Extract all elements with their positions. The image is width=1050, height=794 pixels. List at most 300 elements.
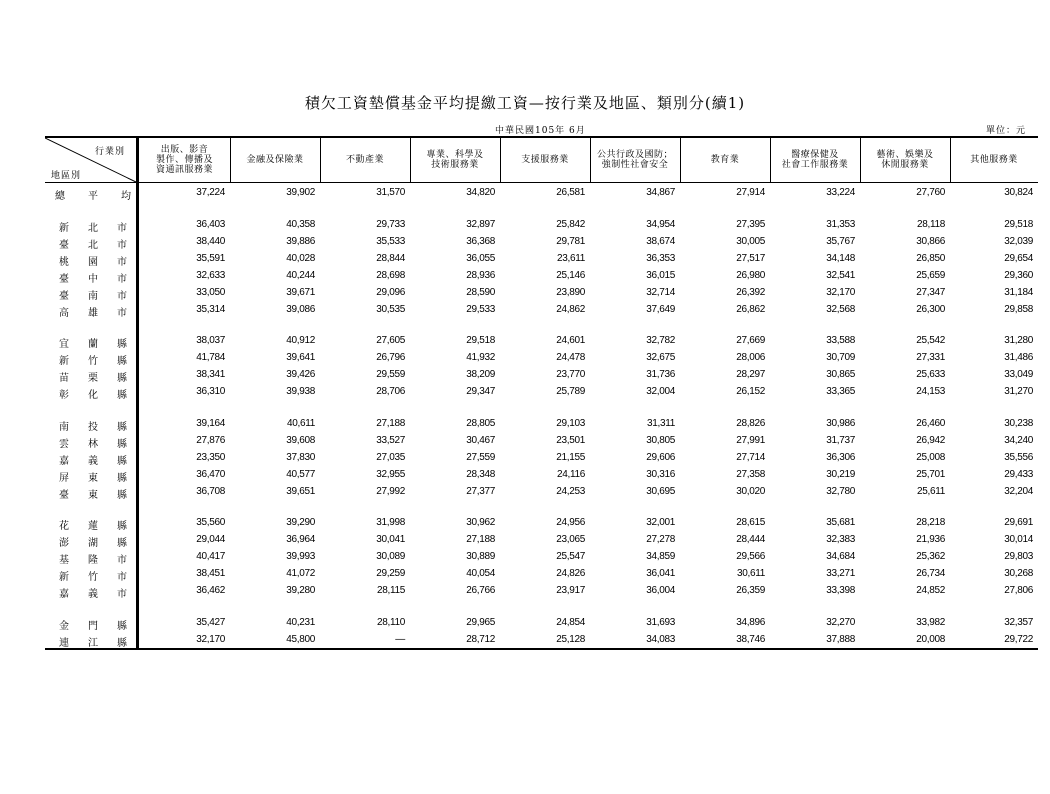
table-cell: 29,733 [376,218,405,230]
table-cell: 29,433 [1004,468,1033,480]
table-cell: 30,709 [826,352,855,363]
table-cell: 36,470 [196,468,225,480]
table-cell: 38,440 [196,235,225,247]
row-label-char: 江 [88,637,98,649]
table-cell: 39,671 [286,286,315,298]
row-label-char: 苗 [59,373,69,384]
row-label [59,486,127,501]
table-cell: 25,842 [556,218,585,230]
table-cell: 24,826 [556,568,585,579]
table-cell: 37,888 [826,633,855,645]
table-cell: 31,311 [646,417,675,429]
row-label-char: 高 [59,307,69,319]
table-cell: 40,028 [286,252,315,264]
table-cell: 33,398 [826,585,855,596]
table-cell: 26,980 [736,269,765,281]
table-cell: 36,353 [646,252,675,264]
table-row [45,583,1038,600]
row-label-char: 縣 [117,390,127,401]
table-cell: 37,830 [286,451,315,463]
table-cell: 30,041 [376,534,405,545]
table-cell: 36,306 [826,451,855,463]
table-cell: 28,297 [736,369,765,380]
table-cell: 33,365 [826,386,855,397]
table-cell: 28,826 [736,417,765,429]
table-cell: 27,669 [736,335,765,346]
table-cell: 26,862 [736,303,765,315]
table-cell: 33,588 [826,335,855,346]
unit-label: 單位：元 [986,126,1027,136]
table-cell: 27,188 [466,534,495,545]
row-label-char: 化 [88,390,98,401]
table-cell: 29,347 [466,386,495,397]
table-row [45,350,1038,367]
table-cell: 28,712 [466,633,495,645]
table-cell: 27,806 [1004,585,1033,596]
row-label-char: 東 [88,489,98,501]
table-cell: 24,601 [556,335,585,346]
row-label-char: 市 [117,589,127,600]
table-row [45,450,1038,467]
table-cell: 28,110 [376,616,405,628]
table-row [45,615,1038,632]
table-cell: 27,760 [916,187,945,198]
table-row [45,632,1038,649]
row-label-char: 屏 [59,472,69,484]
table-cell: 25,128 [556,633,585,645]
table-cell: 32,675 [646,352,675,363]
table-cell: 35,427 [196,616,225,628]
row-label-char: 市 [117,572,127,583]
table-cell: 29,044 [196,534,225,545]
page-title: 積欠工資墊償基金平均提繳工資—按行業及地區、類別分(續1) [304,94,746,112]
row-label-char: 門 [88,620,98,632]
table-cell: 32,714 [646,286,675,298]
table-row [45,532,1038,549]
table-cell: 31,736 [646,369,675,380]
table-cell: 38,341 [196,369,225,380]
table-cell: 21,155 [556,451,585,463]
table-cell: 30,219 [826,468,855,480]
table-cell: 40,231 [286,616,315,628]
table-cell: 27,278 [646,534,675,545]
table-cell: 23,350 [196,451,225,463]
table-cell: 33,271 [826,568,855,579]
table-cell: — [395,633,405,645]
table-cell: 28,118 [916,218,945,230]
table-cell: 25,146 [556,269,585,281]
row-label [59,634,127,649]
table-cell: 26,392 [736,286,765,298]
row-label-char: 隆 [88,555,98,566]
row-label-char: 花 [59,521,69,532]
table-cell: 38,674 [646,235,675,247]
table-cell: 29,858 [1004,303,1033,315]
table-row [45,302,1038,319]
table-cell: 35,556 [1004,451,1033,463]
region-axis-label: 地區別 [51,171,82,181]
table-cell: 29,566 [736,551,765,562]
table-cell: 30,005 [736,235,765,247]
column-header: 其他服務業 [970,155,1018,165]
table-cell: 29,691 [1004,517,1033,528]
table-cell: 30,824 [1004,187,1033,198]
row-label-char: 市 [117,273,127,285]
table-cell: 26,850 [916,252,945,264]
table-cell: 32,170 [826,286,855,298]
row-label-char: 新 [59,222,69,234]
table-cell: 32,357 [1004,616,1033,628]
table-cell: 31,998 [376,517,405,528]
table-cell: 29,259 [376,568,405,579]
row-label-char: 縣 [117,538,127,549]
row-label-char: 縣 [117,339,127,350]
table-cell: 24,253 [556,485,585,497]
table-cell: 32,633 [196,269,225,281]
table-row [45,549,1038,566]
table-cell: 25,659 [916,269,945,281]
table-cell: 30,986 [826,417,855,429]
table-cell: 25,547 [556,551,585,562]
table-cell: 30,014 [1004,534,1033,545]
row-label-char: 縣 [117,373,127,384]
row-label-char: 縣 [117,521,127,532]
table-row [45,515,1038,532]
table-cell: 30,962 [466,517,495,528]
table-cell: 27,714 [736,451,765,463]
table-cell: 39,280 [286,585,315,596]
row-label-char: 雲 [59,438,69,450]
table-cell: 29,722 [1004,633,1033,645]
row-label-char: 縣 [117,620,127,632]
table-cell: 37,224 [196,187,225,198]
table-cell: 20,008 [916,633,945,645]
table-cell: 31,737 [826,434,855,446]
table-cell: 25,789 [556,386,585,397]
row-label-char: 宜 [59,339,69,350]
table-cell: 31,184 [1004,286,1033,298]
table-cell: 30,695 [646,485,675,497]
table-cell: 30,467 [466,434,495,446]
table-cell: 39,938 [286,386,315,397]
row-label-char: 新 [59,572,69,583]
row-label [59,534,127,549]
row-label-char: 澎 [59,538,69,549]
table-cell: 38,451 [196,568,225,579]
row-label [59,551,127,566]
table-cell: 36,015 [646,269,675,281]
row-label [59,452,127,467]
table-row [45,234,1038,251]
table-cell: 32,170 [196,633,225,645]
table-cell: 25,362 [916,551,945,562]
table-cell: 32,568 [826,303,855,315]
table-row [45,268,1038,285]
table-cell: 29,559 [376,369,405,380]
column-header: 醫療保健及 社會工作服務業 [781,150,849,170]
table-cell: 27,517 [736,252,765,264]
row-label [59,369,127,384]
row-label-char: 縣 [117,438,127,450]
table-cell: 29,518 [1004,218,1033,230]
table-cell: 38,037 [196,335,225,346]
row-label [59,304,127,319]
table-cell: 35,560 [196,517,225,528]
table-cell: 32,383 [826,534,855,545]
table-cell: 33,527 [376,434,405,446]
table-cell: 35,591 [196,252,225,264]
table-cell: 39,086 [286,303,315,315]
table-cell: 39,993 [286,551,315,562]
table-cell: 30,268 [1004,568,1033,579]
row-label-char: 義 [88,589,98,600]
row-label-char: 金 [59,620,69,632]
row-label-char: 臺 [59,489,69,501]
row-label [59,617,127,632]
table-cell: 32,955 [376,468,405,480]
table-cell: 27,188 [376,417,405,429]
row-label [59,585,127,600]
table-cell: 31,570 [376,187,405,198]
row-label-char: 新 [59,356,69,367]
table-cell: 41,932 [466,352,495,363]
table-cell: 34,083 [646,633,675,645]
table-cell: 41,784 [196,352,225,363]
table-cell: 29,533 [466,303,495,315]
row-label-char: 桃 [59,256,69,268]
table-row [45,467,1038,484]
table-cell: 34,954 [646,218,675,230]
table-cell: 24,854 [556,616,585,628]
table-cell: 27,347 [916,286,945,298]
table-row [45,185,1038,202]
row-label-char: 林 [88,438,98,450]
row-label-char: 栗 [88,373,98,384]
table-cell: 25,008 [916,451,945,463]
table-cell: 26,300 [916,303,945,315]
table-cell: 34,896 [736,616,765,628]
industry-axis-label: 行業別 [95,147,126,157]
table-cell: 32,001 [646,517,675,528]
table-cell: 31,280 [1004,335,1033,346]
table-cell: 24,956 [556,517,585,528]
table-cell: 23,890 [556,286,585,298]
row-label-char: 蓮 [88,521,98,532]
table-cell: 28,590 [466,286,495,298]
row-label-char: 彰 [59,390,69,401]
table-row [45,285,1038,302]
table-cell: 27,395 [736,218,765,230]
table-cell: 30,889 [466,551,495,562]
table-row [45,484,1038,501]
column-header: 不動產業 [345,155,384,165]
column-header: 公共行政及國防； 強制性社會安全 [596,150,673,170]
table-cell: 41,072 [286,568,315,579]
table-cell: 39,902 [286,187,315,198]
table-row [45,416,1038,433]
row-label-char: 臺 [59,290,69,302]
table-cell: 27,991 [736,434,765,446]
table-cell: 28,936 [466,269,495,281]
table-cell: 25,542 [916,335,945,346]
table-cell: 33,049 [1004,369,1033,380]
table-cell: 37,649 [646,303,675,315]
table-cell: 21,936 [916,534,945,545]
row-label-char: 園 [88,256,98,268]
row-label-char: 雄 [88,307,98,319]
table-cell: 39,886 [286,235,315,247]
row-label [59,253,127,268]
row-label-char: 平 [88,191,98,202]
table-cell: 30,611 [736,568,765,579]
table-cell: 39,641 [286,352,315,363]
table-cell: 40,244 [286,269,315,281]
row-label [59,335,127,350]
table-cell: 29,518 [466,335,495,346]
table-cell: 40,054 [466,568,495,579]
row-label-char: 連 [59,637,69,649]
table-cell: 36,368 [466,235,495,247]
row-label-char: 南 [88,290,98,302]
table-cell: 23,065 [556,534,585,545]
table-cell: 35,767 [826,235,855,247]
table-cell: 29,360 [1004,269,1033,281]
row-label-char: 湖 [88,538,98,549]
table-cell: 32,782 [646,335,675,346]
table-cell: 28,615 [736,517,765,528]
table-cell: 32,204 [1004,485,1033,497]
table-cell: 23,770 [556,369,585,380]
table-cell: 32,039 [1004,235,1033,247]
row-label-char: 嘉 [59,455,69,467]
table-cell: 34,820 [466,187,495,198]
table-cell: 27,914 [736,187,765,198]
row-label-char: 均 [121,191,131,202]
table-cell: 39,164 [196,417,225,429]
table-cell: 34,867 [646,187,675,198]
table-cell: 27,876 [196,434,225,446]
table-cell: 27,992 [376,485,405,497]
row-label-char: 義 [88,455,98,467]
row-label-char: 縣 [117,489,127,501]
table-cell: 28,698 [376,269,405,281]
row-label-char: 市 [117,555,127,566]
table-row [45,384,1038,401]
table-cell: 31,353 [826,218,855,230]
table-cell: 26,460 [916,417,945,429]
row-label-char: 縣 [117,472,127,484]
row-label-char: 南 [59,421,69,433]
table-cell: 33,224 [826,187,855,198]
table-cell: 25,633 [916,369,945,380]
table-cell: 36,403 [196,218,225,230]
row-label [59,352,127,367]
row-label-char: 北 [88,222,98,234]
row-label-char: 中 [88,273,98,285]
table-cell: 26,796 [376,352,405,363]
table-cell: 32,270 [826,616,855,628]
table-cell: 30,238 [1004,417,1033,429]
table-cell: 29,096 [376,286,405,298]
table-row [45,433,1038,450]
table-cell: 27,035 [376,451,405,463]
row-label-char: 縣 [117,356,127,367]
table-cell: 36,310 [196,386,225,397]
row-label-char: 市 [117,290,127,302]
table-cell: 34,684 [826,551,855,562]
column-header: 專業、科學及 技術服務業 [426,150,484,170]
table-cell: 35,533 [376,235,405,247]
table-cell: 27,605 [376,335,405,346]
table-cell: 28,115 [376,585,405,596]
table-cell: 38,209 [466,369,495,380]
table-cell: 29,803 [1004,551,1033,562]
row-label-char: 臺 [59,239,69,251]
table-cell: 36,041 [646,568,675,579]
table-cell: 34,148 [826,252,855,264]
table-cell: 27,331 [916,352,945,363]
table-cell: 28,444 [736,534,765,545]
row-label [59,568,127,583]
table-cell: 28,706 [376,386,405,397]
report-period: 中華民國105年 6月 [495,126,586,136]
table-row [45,367,1038,384]
table-cell: 28,844 [376,252,405,264]
row-label [59,418,127,433]
row-label [59,517,127,532]
table-cell: 25,701 [916,468,945,480]
table-cell: 31,486 [1004,352,1033,363]
header-rule [45,182,1038,183]
row-label-char: 市 [117,256,127,268]
table-cell: 27,358 [736,468,765,480]
table-cell: 24,852 [916,585,945,596]
column-header: 教育業 [710,155,740,165]
row-label [59,386,127,401]
row-label-char: 市 [117,307,127,319]
table-cell: 30,089 [376,551,405,562]
row-label [59,287,127,302]
table-cell: 45,800 [286,633,315,645]
table-cell: 30,805 [646,434,675,446]
table-row [45,217,1038,234]
column-header: 藝術、娛樂及 休閒服務業 [876,150,934,170]
table-cell: 40,577 [286,468,315,480]
table-cell: 39,290 [286,517,315,528]
table-cell: 30,020 [736,485,765,497]
table-cell: 26,942 [916,434,945,446]
table-cell: 39,651 [286,485,315,497]
row-label-char: 竹 [88,356,98,367]
row-label [59,219,127,234]
table-cell: 29,654 [1004,252,1033,264]
table-cell: 30,866 [916,235,945,247]
table-cell: 36,055 [466,252,495,264]
row-label-char: 嘉 [59,589,69,600]
table-cell: 24,862 [556,303,585,315]
table-cell: 35,681 [826,517,855,528]
table-cell: 32,004 [646,386,675,397]
table-cell: 23,611 [556,252,585,264]
row-label-char: 北 [88,239,98,251]
row-label-char: 竹 [88,572,98,583]
table-cell: 27,377 [466,485,495,497]
table-cell: 24,153 [916,386,945,397]
table-cell: 29,103 [556,417,585,429]
table-cell: 40,417 [196,551,225,562]
table-cell: 26,581 [556,187,585,198]
table-cell: 25,611 [916,485,945,497]
